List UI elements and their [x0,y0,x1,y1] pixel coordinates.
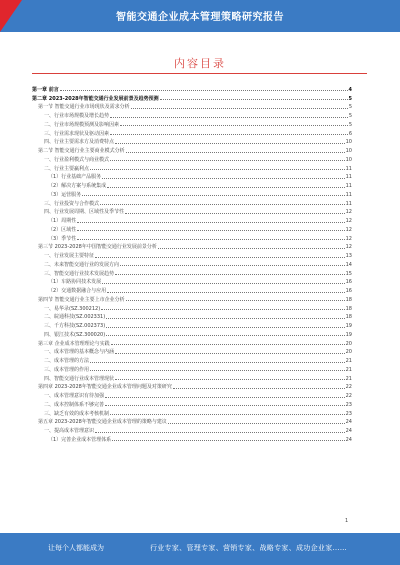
toc-entry-page: 16 [345,279,352,286]
toc-entry-title: （3）季节性 [48,235,77,242]
toc-entry-page: 18 [345,314,352,321]
toc-entry-title: （2）区域性 [48,226,77,233]
toc-heading-divider [32,73,367,74]
toc-leader-dots [102,283,344,284]
toc-entry-page: 10 [345,148,352,154]
toc-entry[interactable] [32,259,352,268]
toc-entry-page: 5 [348,104,352,111]
toc-leader-dots [82,195,344,196]
toc-entry-page: 11 [345,183,352,189]
toc-leader-dots [160,99,348,100]
toc-entry-title: 一、成本管理的基本概念与内涵 [44,349,115,356]
toc-entry-page: 18 [345,296,352,303]
header-bar [0,0,400,32]
toc-entry-title: （2）交通数据融合与应用 [48,288,107,294]
toc-leader-dots [126,300,345,301]
toc-entry-page: 23 [345,410,352,417]
toc-entry[interactable] [32,198,352,207]
toc-leader-dots [95,257,345,258]
toc-entry[interactable] [32,119,352,128]
toc-leader-dots [110,160,345,161]
toc-entry-title: 三、行业投资与合作模式 [44,200,100,207]
toc-entry-title: （1）完善企业成本管理体系 [48,436,112,443]
toc-entry[interactable] [32,180,352,189]
toc-entry-page: 24 [345,436,352,443]
toc-entry[interactable] [32,154,352,163]
toc-entry[interactable] [32,268,352,277]
toc-entry[interactable] [32,373,352,382]
toc-entry-page: 12 [345,209,352,216]
toc-entry-page: 20 [345,349,352,356]
toc-entry-page: 11 [345,200,352,207]
toc-entry[interactable] [32,145,352,154]
toc-entry-page: 21 [345,375,352,382]
toc-entry-page: 5 [348,121,352,128]
toc-entry[interactable] [32,399,352,408]
toc-entry-page: 5 [348,95,352,102]
toc-leader-dots [95,432,345,433]
toc-entry-title: 一、提高成本管理意识 [44,428,95,434]
toc-leader-dots [107,292,344,293]
toc-entry-title: 二、行业市场规模预测及影响因素 [44,121,120,128]
toc-leader-dots [106,327,344,328]
footer-slogan-right: 行业专家、管理专家、营销专家、战略专家、成功企业家…… [150,544,348,552]
toc-entry-title: 第二节 智能交通行业主要商业模式分析 [38,148,125,154]
toc-leader-dots [101,309,344,310]
toc-entry[interactable] [32,294,352,303]
toc-entry-title: 一、行业盈利模式与商业模式 [44,156,110,163]
toc-entry-title: 第一节 智能交通行业市场现状及需求分析 [38,104,130,111]
toc-entry[interactable] [32,277,352,286]
toc-leader-dots [77,230,344,231]
toc-entry-title: 一、行业发展主要特征 [44,253,95,259]
toc-entry-title: 第四节 智能交通行业主要上市企业分析 [38,296,125,303]
toc-leader-dots [110,134,348,135]
toc-entry[interactable] [32,207,352,216]
toc-entry-title: 三、成本管理的作用 [44,366,90,373]
toc-entry-page: 23 [345,401,352,408]
toc-entry[interactable] [32,215,352,224]
toc-entry-page: 14 [345,261,352,268]
toc-entry-page: 11 [345,174,352,181]
toc-entry-page: 12 [345,226,352,233]
toc-leader-dots [106,335,344,336]
toc-entry-page: 19 [345,331,352,338]
toc-entry-page: 24 [345,419,352,426]
toc-entry-page: 21 [345,366,352,373]
toc-entry-page: 4 [348,86,352,93]
toc-leader-dots [77,239,344,240]
toc-leader-dots [173,388,345,389]
toc-entry[interactable] [32,364,352,373]
toc-entry-title: 四、银江技术(SZ.300020) [44,331,106,338]
toc-entry-page: 16 [345,288,352,294]
footer-slogan-left: 让每个人都能成为 [48,544,104,552]
toc-entry-title: 二、成本控制体系不够完善 [44,401,105,408]
toc-leader-dots [106,318,344,319]
toc-entry-title: 一、易华录(SZ.300212) [44,305,101,312]
toc-leader-dots [111,344,345,345]
toc-leader-dots [120,125,348,126]
toc-entry[interactable] [32,102,352,111]
toc-leader-dots [90,362,345,363]
toc-entry-title: 三、行业需求现状及驱动因素 [44,130,110,137]
toc-leader-dots [125,213,345,214]
toc-entry-title: 二、成本管理的方法 [44,358,90,364]
toc-entry-title: 第三章 企业成本管理理论与实践 [38,340,110,347]
toc-entry-title: 四、行业发展周期、区域性及季节性 [44,209,125,216]
toc-entry-title: （1）周期性 [48,218,77,224]
toc-entry-title: 二、行业主要赢利点 [44,165,90,172]
toc-leader-dots [115,379,345,380]
toc-entry-title: 四、智能交通行业成本管理现状 [44,375,115,382]
toc-entry[interactable] [32,390,352,399]
toc-entry-page: 12 [345,235,352,242]
toc-entry-page: 21 [345,358,352,364]
toc-entry[interactable] [32,285,352,294]
toc-entry[interactable] [32,329,352,338]
toc-entry-title: 三、缺乏有效的成本考核机制 [44,410,110,417]
toc-leader-dots [102,178,344,179]
toc-entry-page: 24 [345,428,352,434]
toc-entry-title: 四、行业主要需求方及消费特点 [44,139,115,146]
toc-entry-page: 22 [345,393,352,399]
toc-entry-page: 22 [345,384,352,391]
toc-entry[interactable] [32,84,352,93]
toc-leader-dots [110,414,345,415]
toc-entry[interactable] [32,382,352,391]
toc-leader-dots [131,108,348,109]
toc-leader-dots [115,353,345,354]
toc-leader-dots [168,423,345,424]
page-number: 1 [345,518,349,524]
toc-entry[interactable] [32,408,352,417]
toc-entry-page: 11 [345,191,352,198]
toc-leader-dots [60,90,348,91]
toc-entry[interactable] [32,338,352,347]
toc-entry[interactable] [32,434,352,443]
toc-entry-page: 15 [345,270,352,277]
toc-entry-title: 第一章 前言 [32,86,59,93]
toc-entry-page: 19 [345,323,352,329]
toc-entry-title: （2）解决方案与系统集成 [48,183,107,189]
toc-entry-title: 三、智能交通行业技术发展趋势 [44,270,115,277]
toc-entry-title: 一、行业市场规模及增长趋势 [44,113,110,119]
toc-leader-dots [126,152,345,153]
toc-leader-dots [107,187,344,188]
toc-entry-page: 12 [345,244,352,251]
toc-heading: 内容目录 [174,57,226,70]
toc-leader-dots [90,169,345,170]
toc-entry-title: （3）运营服务 [48,191,82,198]
toc-entry[interactable] [32,320,352,329]
toc-entry-page: 18 [345,305,352,312]
toc-leader-dots [90,370,345,371]
toc-entry-title: 一、成本管理意识有待加强 [44,393,105,399]
toc-entry[interactable] [32,312,352,321]
toc-leader-dots [115,274,345,275]
toc-entry-title: 第三节 2023-2028年中国智能交通行业发展前景分析 [38,244,157,251]
toc-entry-title: 三、千方科技(SZ.002373) [44,323,106,329]
toc-entry-page: 13 [345,253,352,259]
toc-entry-title: 二、未来智能交通行业的发展方向 [44,261,120,268]
toc-entry[interactable] [32,303,352,312]
toc-entry[interactable] [32,425,352,434]
toc-leader-dots [77,222,344,223]
toc-entry[interactable] [32,224,352,233]
toc-entry-page: 5 [348,113,352,119]
toc-entry[interactable] [32,189,352,198]
toc-entry-title: （1）行业基础产品服务 [48,174,102,181]
toc-leader-dots [110,117,348,118]
toc-entry[interactable] [32,137,352,146]
toc-leader-dots [105,405,345,406]
toc-entry-title: 二、皖通科技(SZ.002331) [44,314,106,321]
toc-entry[interactable] [32,233,352,242]
toc-entry[interactable] [32,417,352,426]
toc-entry[interactable] [32,110,352,119]
toc-entry[interactable] [32,250,352,259]
toc-entry-page: 12 [345,218,352,224]
toc-leader-dots [112,440,344,441]
document-title: 智能交通企业成本管理策略研究报告 [116,12,284,23]
toc-leader-dots [120,265,345,266]
toc-leader-dots [158,248,345,249]
toc-entry-title: 第二章 2023-2028年智能交通行业发展前景及趋势预测 [32,95,159,102]
toc-entry[interactable] [32,172,352,181]
toc-entry[interactable] [32,355,352,364]
footer-bar [0,533,400,565]
toc-entry[interactable] [32,93,352,102]
toc-entry[interactable] [32,128,352,137]
toc-entry-page: 20 [345,340,352,347]
toc-entry-title: （1）车路协同技术发展 [48,279,102,286]
toc-leader-dots [105,397,345,398]
toc-entry-title: 第五章 2023-2028年智能交通企业成本管理的策略与建议 [38,419,167,426]
toc-entry[interactable] [32,242,352,251]
toc-entry-page: 10 [345,156,352,163]
toc-leader-dots [100,204,345,205]
toc-entry-page: 6 [348,130,352,137]
table-of-contents [32,84,352,443]
toc-entry-title: 第四章 2023-2028年智能交通企业成本管理问题及对策研究 [38,384,172,391]
toc-entry[interactable] [32,163,352,172]
toc-entry-page: 11 [345,165,352,172]
toc-leader-dots [115,143,345,144]
toc-entry[interactable] [32,347,352,356]
toc-entry-page: 10 [345,139,352,146]
